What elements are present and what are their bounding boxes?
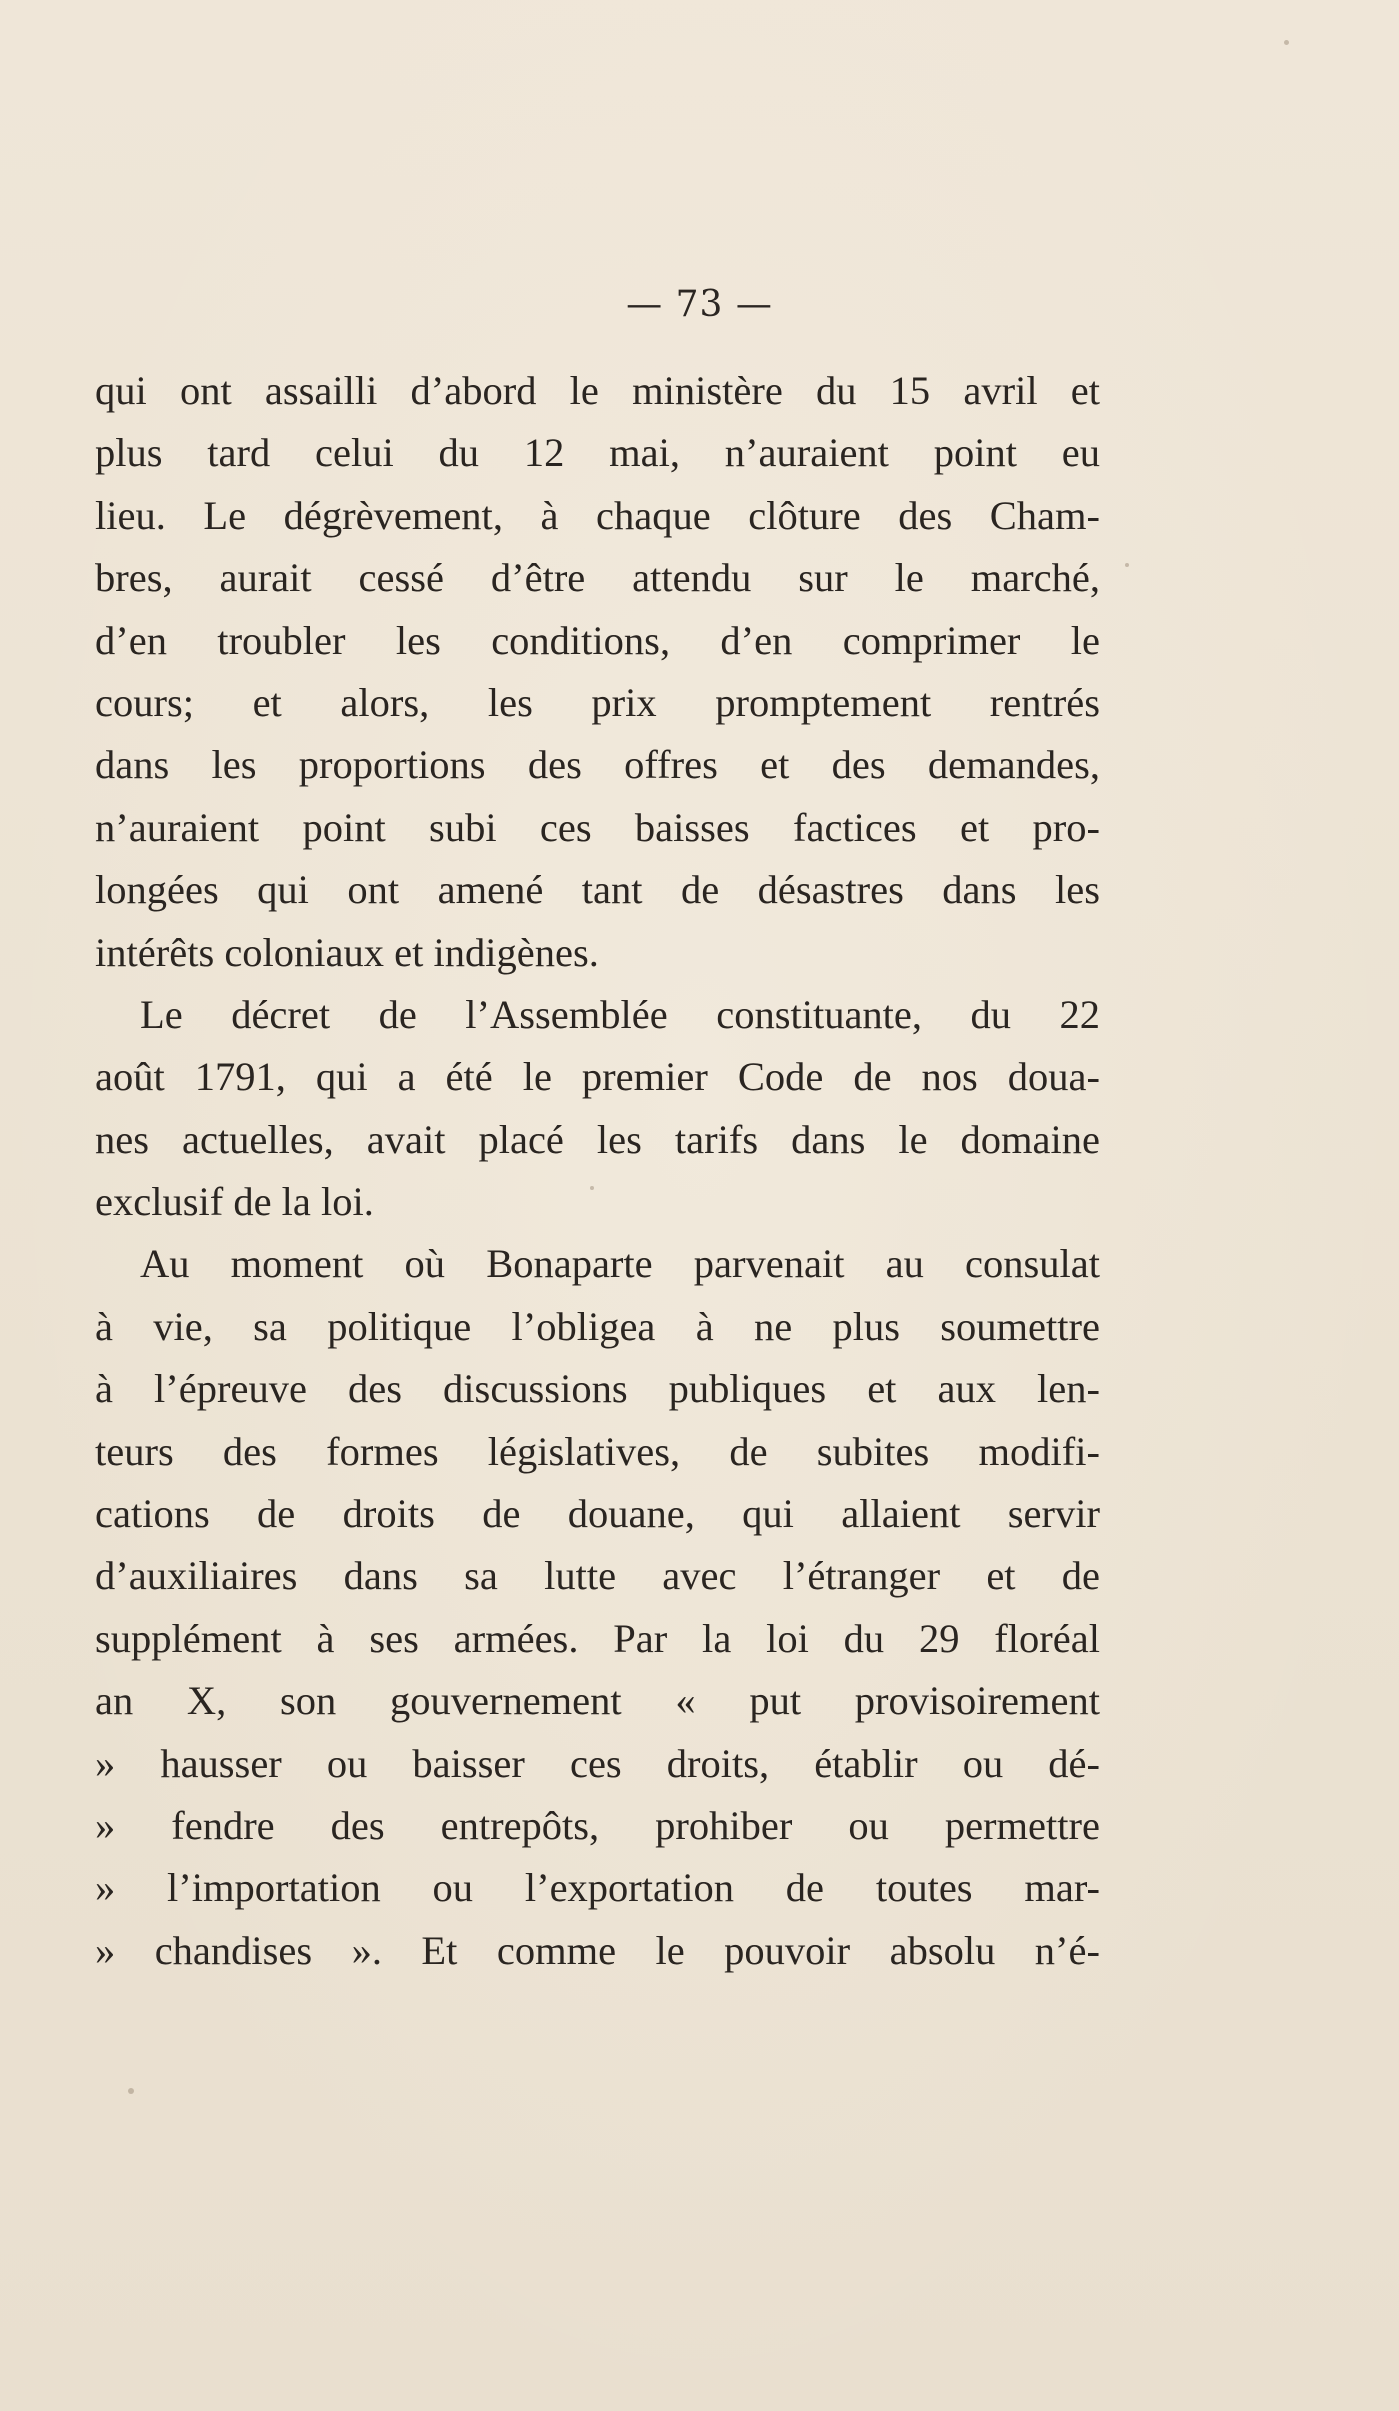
paper-speck	[590, 1186, 594, 1190]
text-line: exclusif de la loi.	[95, 1179, 374, 1225]
text-line: Au moment où Bonaparte parvenait au consulat	[140, 1241, 1100, 1287]
text-line: à l’épreuve des discussions publiques et aux len-	[95, 1366, 1100, 1412]
text-line: dans les proportions des offres et des demandes,	[95, 742, 1100, 788]
text-line: supplément à ses armées. Par la loi du 29 floréal	[95, 1615, 1100, 1661]
text-line: » hausser ou baisser ces droits, établir ou dé-	[95, 1740, 1100, 1786]
text-line: » fendre des entrepôts, prohiber ou permettre	[95, 1802, 1100, 1848]
text-line: cations de droits de douane, qui allaient servir	[95, 1491, 1100, 1537]
text-line: bres, aurait cessé d’être attendu sur le marché,	[95, 555, 1100, 601]
text-line: » l’importation ou l’exportation de toutes mar-	[95, 1865, 1100, 1911]
body-text	[95, 360, 1100, 1982]
paper-speck	[128, 2088, 134, 2094]
text-line: longées qui ont amené tant de désastres dans les	[95, 867, 1100, 913]
text-line: an X, son gouvernement « put provisoirement	[95, 1678, 1100, 1724]
paper-speck	[1284, 40, 1289, 45]
text-line: teurs des formes législatives, de subites modifi-	[95, 1428, 1100, 1474]
text-line: d’en troubler les conditions, d’en comprimer le	[95, 617, 1100, 663]
text-line: à vie, sa politique l’obligea à ne plus soumettre	[95, 1303, 1100, 1349]
page-number: — 73 —	[626, 284, 773, 325]
text-line: cours; et alors, les prix promptement rentrés	[95, 679, 1100, 725]
text-line: n’auraient point subi ces baisses factices et pro-	[95, 804, 1100, 850]
text-line: qui ont assailli d’abord le ministère du 15 avril et	[95, 368, 1100, 413]
text-line: plus tard celui du 12 mai, n’auraient point eu	[95, 430, 1100, 476]
paper-speck	[1125, 563, 1129, 567]
text-line: nes actuelles, avait placé les tarifs dans le domaine	[95, 1116, 1100, 1162]
text-line: août 1791, qui a été le premier Code de nos doua-	[95, 1054, 1100, 1100]
text-line: intérêts coloniaux et indigènes.	[95, 929, 599, 975]
text-line: Le décret de l’Assemblée constituante, du 22	[140, 991, 1100, 1037]
text-line: d’auxiliaires dans sa lutte avec l’étranger et de	[95, 1553, 1100, 1599]
text-line: » chandises ». Et comme le pouvoir absolu n’é-	[95, 1927, 1100, 1973]
text-line: lieu. Le dégrèvement, à chaque clôture des Cham-	[95, 492, 1100, 538]
